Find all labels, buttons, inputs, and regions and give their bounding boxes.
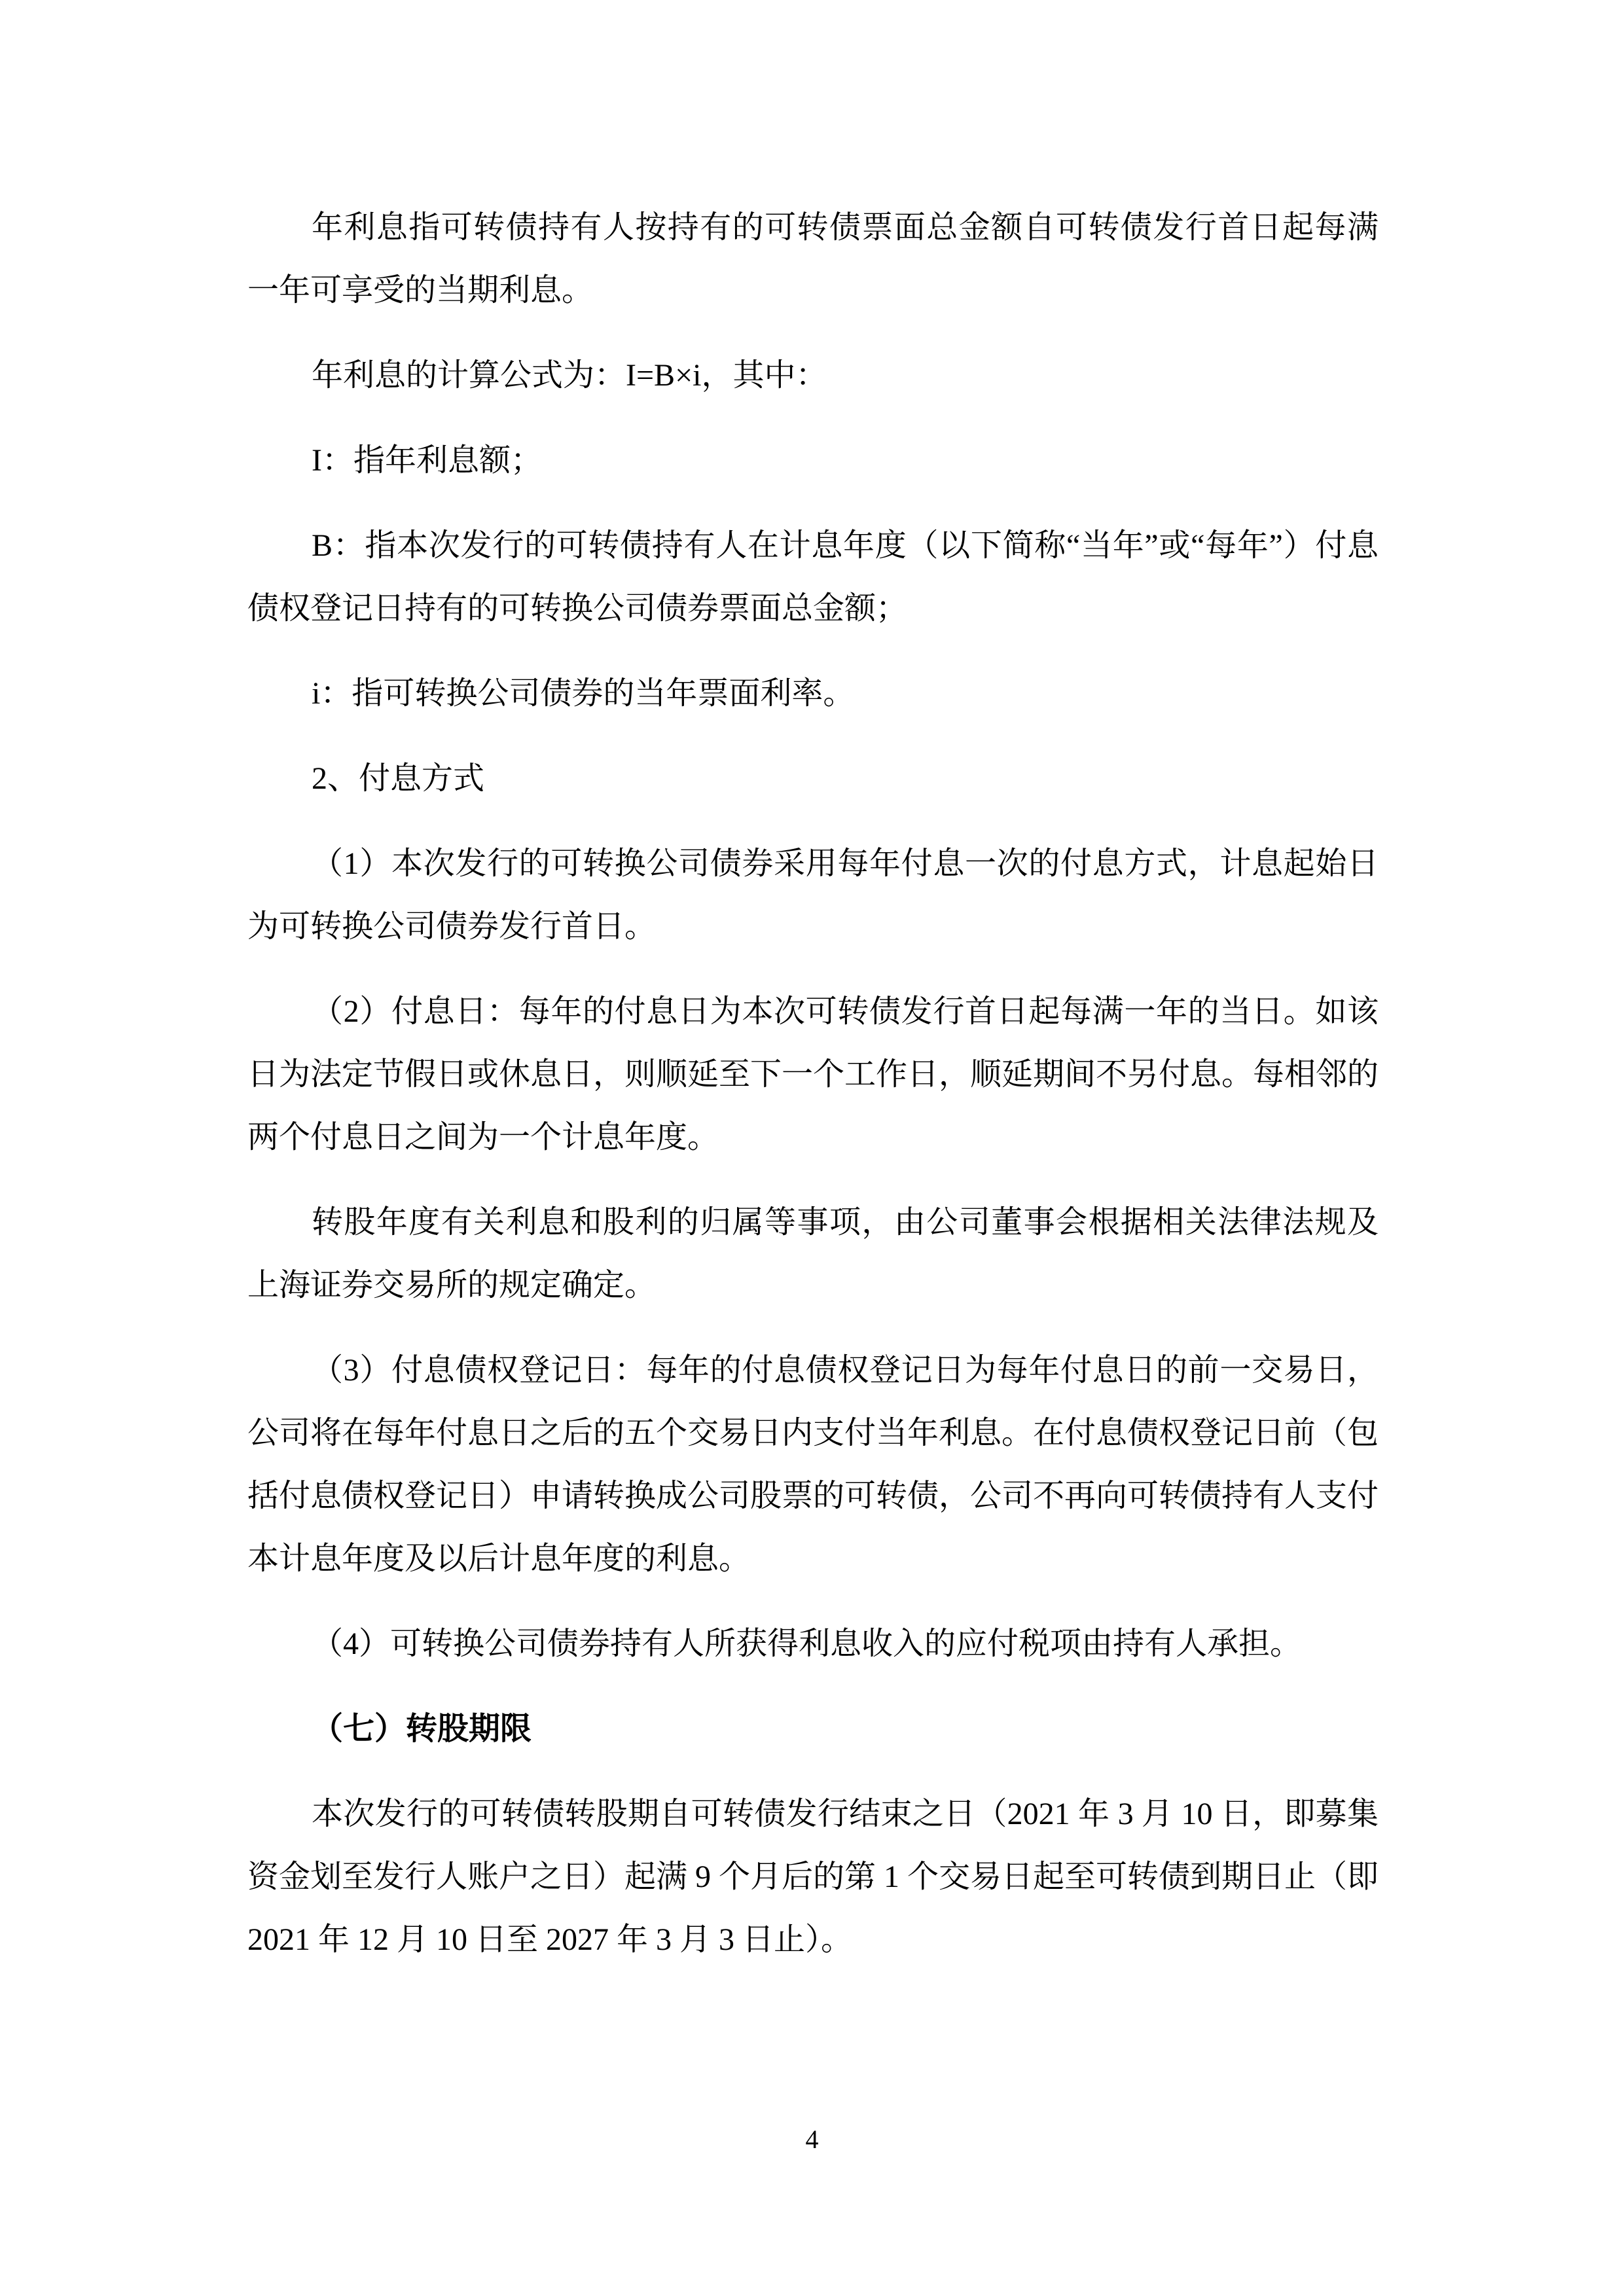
- page-number: 4: [805, 2125, 819, 2154]
- paragraph-payment-item-4: （4）可转换公司债券持有人所获得利息收入的应付税项由持有人承担。: [312, 1626, 1302, 1661]
- paragraph-definition-i-upper: I：指年利息额；: [312, 443, 542, 478]
- paragraph-dividend-attribution: 转股年度有关利息和股利的归属等事项，由公司董事会根据相关法律法规及上海证券交易所的规定确定。: [247, 1205, 1379, 1302]
- document-page: [247, 196, 1379, 1994]
- section-heading-payment-method: 2、付息方式: [312, 761, 485, 796]
- paragraph-payment-item-2: （2）付息日：每年的付息日为本次可转债发行首日起每满一年的当日。如该日为法定节假日或休息日，则顺延至下一个工作日，顺延期间不另付息。每相邻的两个付息日之间为一个计息年度。: [247, 994, 1379, 1155]
- paragraph-definition-i-lower: i：指可转换公司债券的当年票面利率。: [312, 676, 855, 711]
- paragraph-interest-formula: 年利息的计算公式为：I=B×i，其中：: [312, 358, 827, 393]
- paragraph-payment-item-3: （3）付息债权登记日：每年的付息债权登记日为每年付息日的前一交易日，公司将在每年付息日之后的五个交易日内支付当年利息。在付息债权登记日前（包括付息债权登记日）申请转换成公司股票的可转债，公司不再向可转债持有人支付本计息年度及以后计息年度的利息。: [247, 1353, 1379, 1576]
- paragraph-payment-item-1: （1）本次发行的可转换公司债券采用每年付息一次的付息方式，计息起始日为可转换公司债券发行首日。: [247, 846, 1379, 944]
- section-heading-conversion-period: （七）转股期限: [312, 1712, 532, 1746]
- paragraph-conversion-period: 本次发行的可转债转股期自可转债发行结束之日（2021 年 3 月 10 日，即募集资金划至发行人账户之日）起满 9 个月后的第 1 个交易日起至可转债到期日止（即 2021 年 12 月 10 日至 2027 年 3 月 3 日止）。: [247, 1797, 1379, 1957]
- paragraph-definition-b: B：指本次发行的可转债持有人在计息年度（以下简称“当年”或“每年”）付息债权登记日持有的可转换公司债券票面总金额；: [247, 528, 1379, 626]
- paragraph-annual-interest-definition: 年利息指可转债持有人按持有的可转债票面总金额自可转债发行首日起每满一年可享受的当期利息。: [247, 210, 1379, 308]
